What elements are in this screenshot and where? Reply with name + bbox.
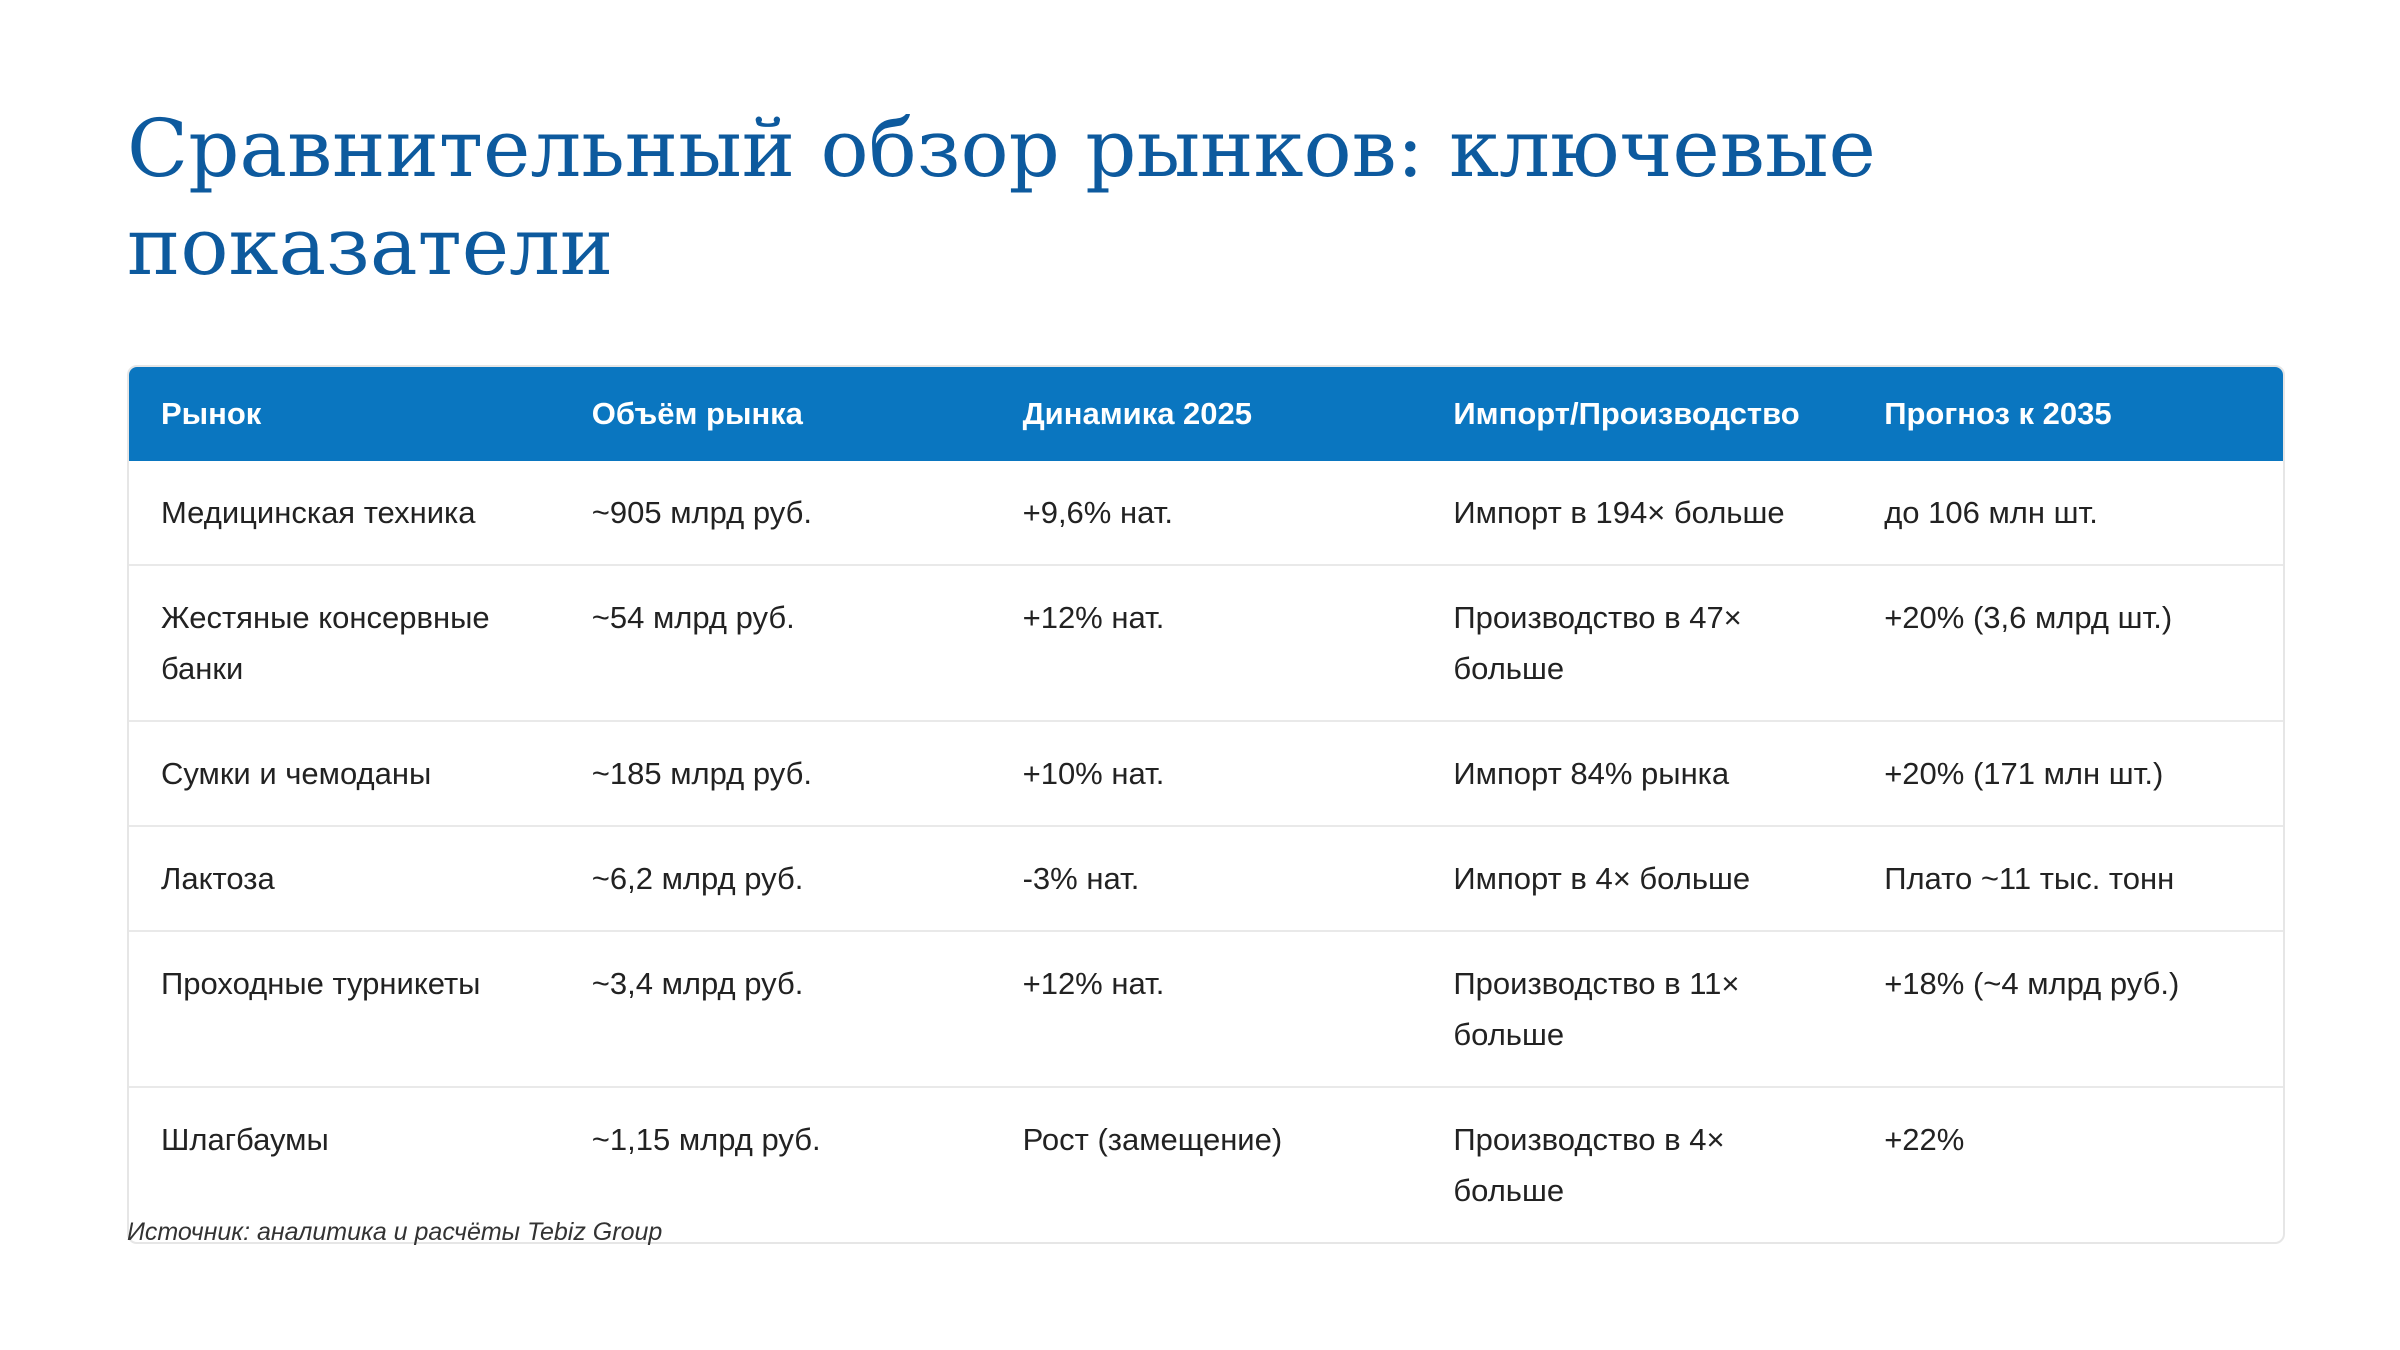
table-cell: ~3,4 млрд руб. xyxy=(560,931,991,1087)
table-row xyxy=(129,565,2283,721)
table-cell: +22% xyxy=(1852,1087,2283,1242)
table-cell: +12% нат. xyxy=(991,565,1422,721)
table-cell: Производство в 47× больше xyxy=(1421,565,1852,721)
column-header-market: Рынок xyxy=(161,396,262,431)
table-cell: Проходные турникеты xyxy=(129,931,560,1087)
table-cell: Производство в 4× больше xyxy=(1421,1087,1852,1242)
column-header-market-volume: Объём рынка xyxy=(591,396,803,431)
table-cell: Импорт 84% рынка xyxy=(1421,721,1852,826)
table-header-row xyxy=(129,367,2283,461)
table-cell: Шлагбаумы xyxy=(129,1087,560,1242)
table-cell: +18% (~4 млрд руб.) xyxy=(1852,931,2283,1087)
table-cell: до 106 млн шт. xyxy=(1884,495,2098,530)
table-cell: Рост (замещение) xyxy=(991,1087,1422,1242)
table-cell: Плато ~11 тыс. тонн xyxy=(1852,826,2283,931)
table-cell: +10% нат. xyxy=(991,721,1422,826)
table-cell: Сумки и чемоданы xyxy=(129,721,560,826)
table-row xyxy=(129,931,2283,1087)
source-note: Источник: аналитика и расчёты Tebiz Group xyxy=(127,1218,663,1246)
table-cell: Импорт в 4× больше xyxy=(1421,826,1852,931)
table-cell: Лактоза xyxy=(129,826,560,931)
table-cell: ~905 млрд руб. xyxy=(591,495,812,530)
column-header-forecast-2035: Прогноз к 2035 xyxy=(1884,396,2112,431)
table-cell: Производство в 11× больше xyxy=(1421,931,1852,1087)
table-cell: +12% нат. xyxy=(991,931,1422,1087)
table-row xyxy=(129,826,2283,931)
column-header-import-production: Импорт/Производство xyxy=(1453,396,1800,431)
markets-table xyxy=(127,365,2285,1244)
table-cell: +20% (3,6 млрд шт.) xyxy=(1852,565,2283,721)
page-title: Сравнительный обзор рынков: ключевые показатели xyxy=(127,102,1876,293)
table-cell: ~6,2 млрд руб. xyxy=(560,826,991,931)
table-cell: Медицинская техника xyxy=(161,495,476,530)
table-cell: +20% (171 млн шт.) xyxy=(1852,721,2283,826)
table-cell: Импорт в 194× больше xyxy=(1453,495,1785,530)
table-row xyxy=(129,461,2283,565)
table-row xyxy=(129,721,2283,826)
table-cell: +9,6% нат. xyxy=(1022,495,1174,530)
column-header-dynamics-2025: Динамика 2025 xyxy=(1022,396,1253,431)
table-cell: -3% нат. xyxy=(991,826,1422,931)
table-cell: ~1,15 млрд руб. xyxy=(560,1087,991,1242)
table-cell: Жестяные консервные банки xyxy=(129,565,560,721)
table-cell: ~185 млрд руб. xyxy=(560,721,991,826)
table-cell: ~54 млрд руб. xyxy=(560,565,991,721)
